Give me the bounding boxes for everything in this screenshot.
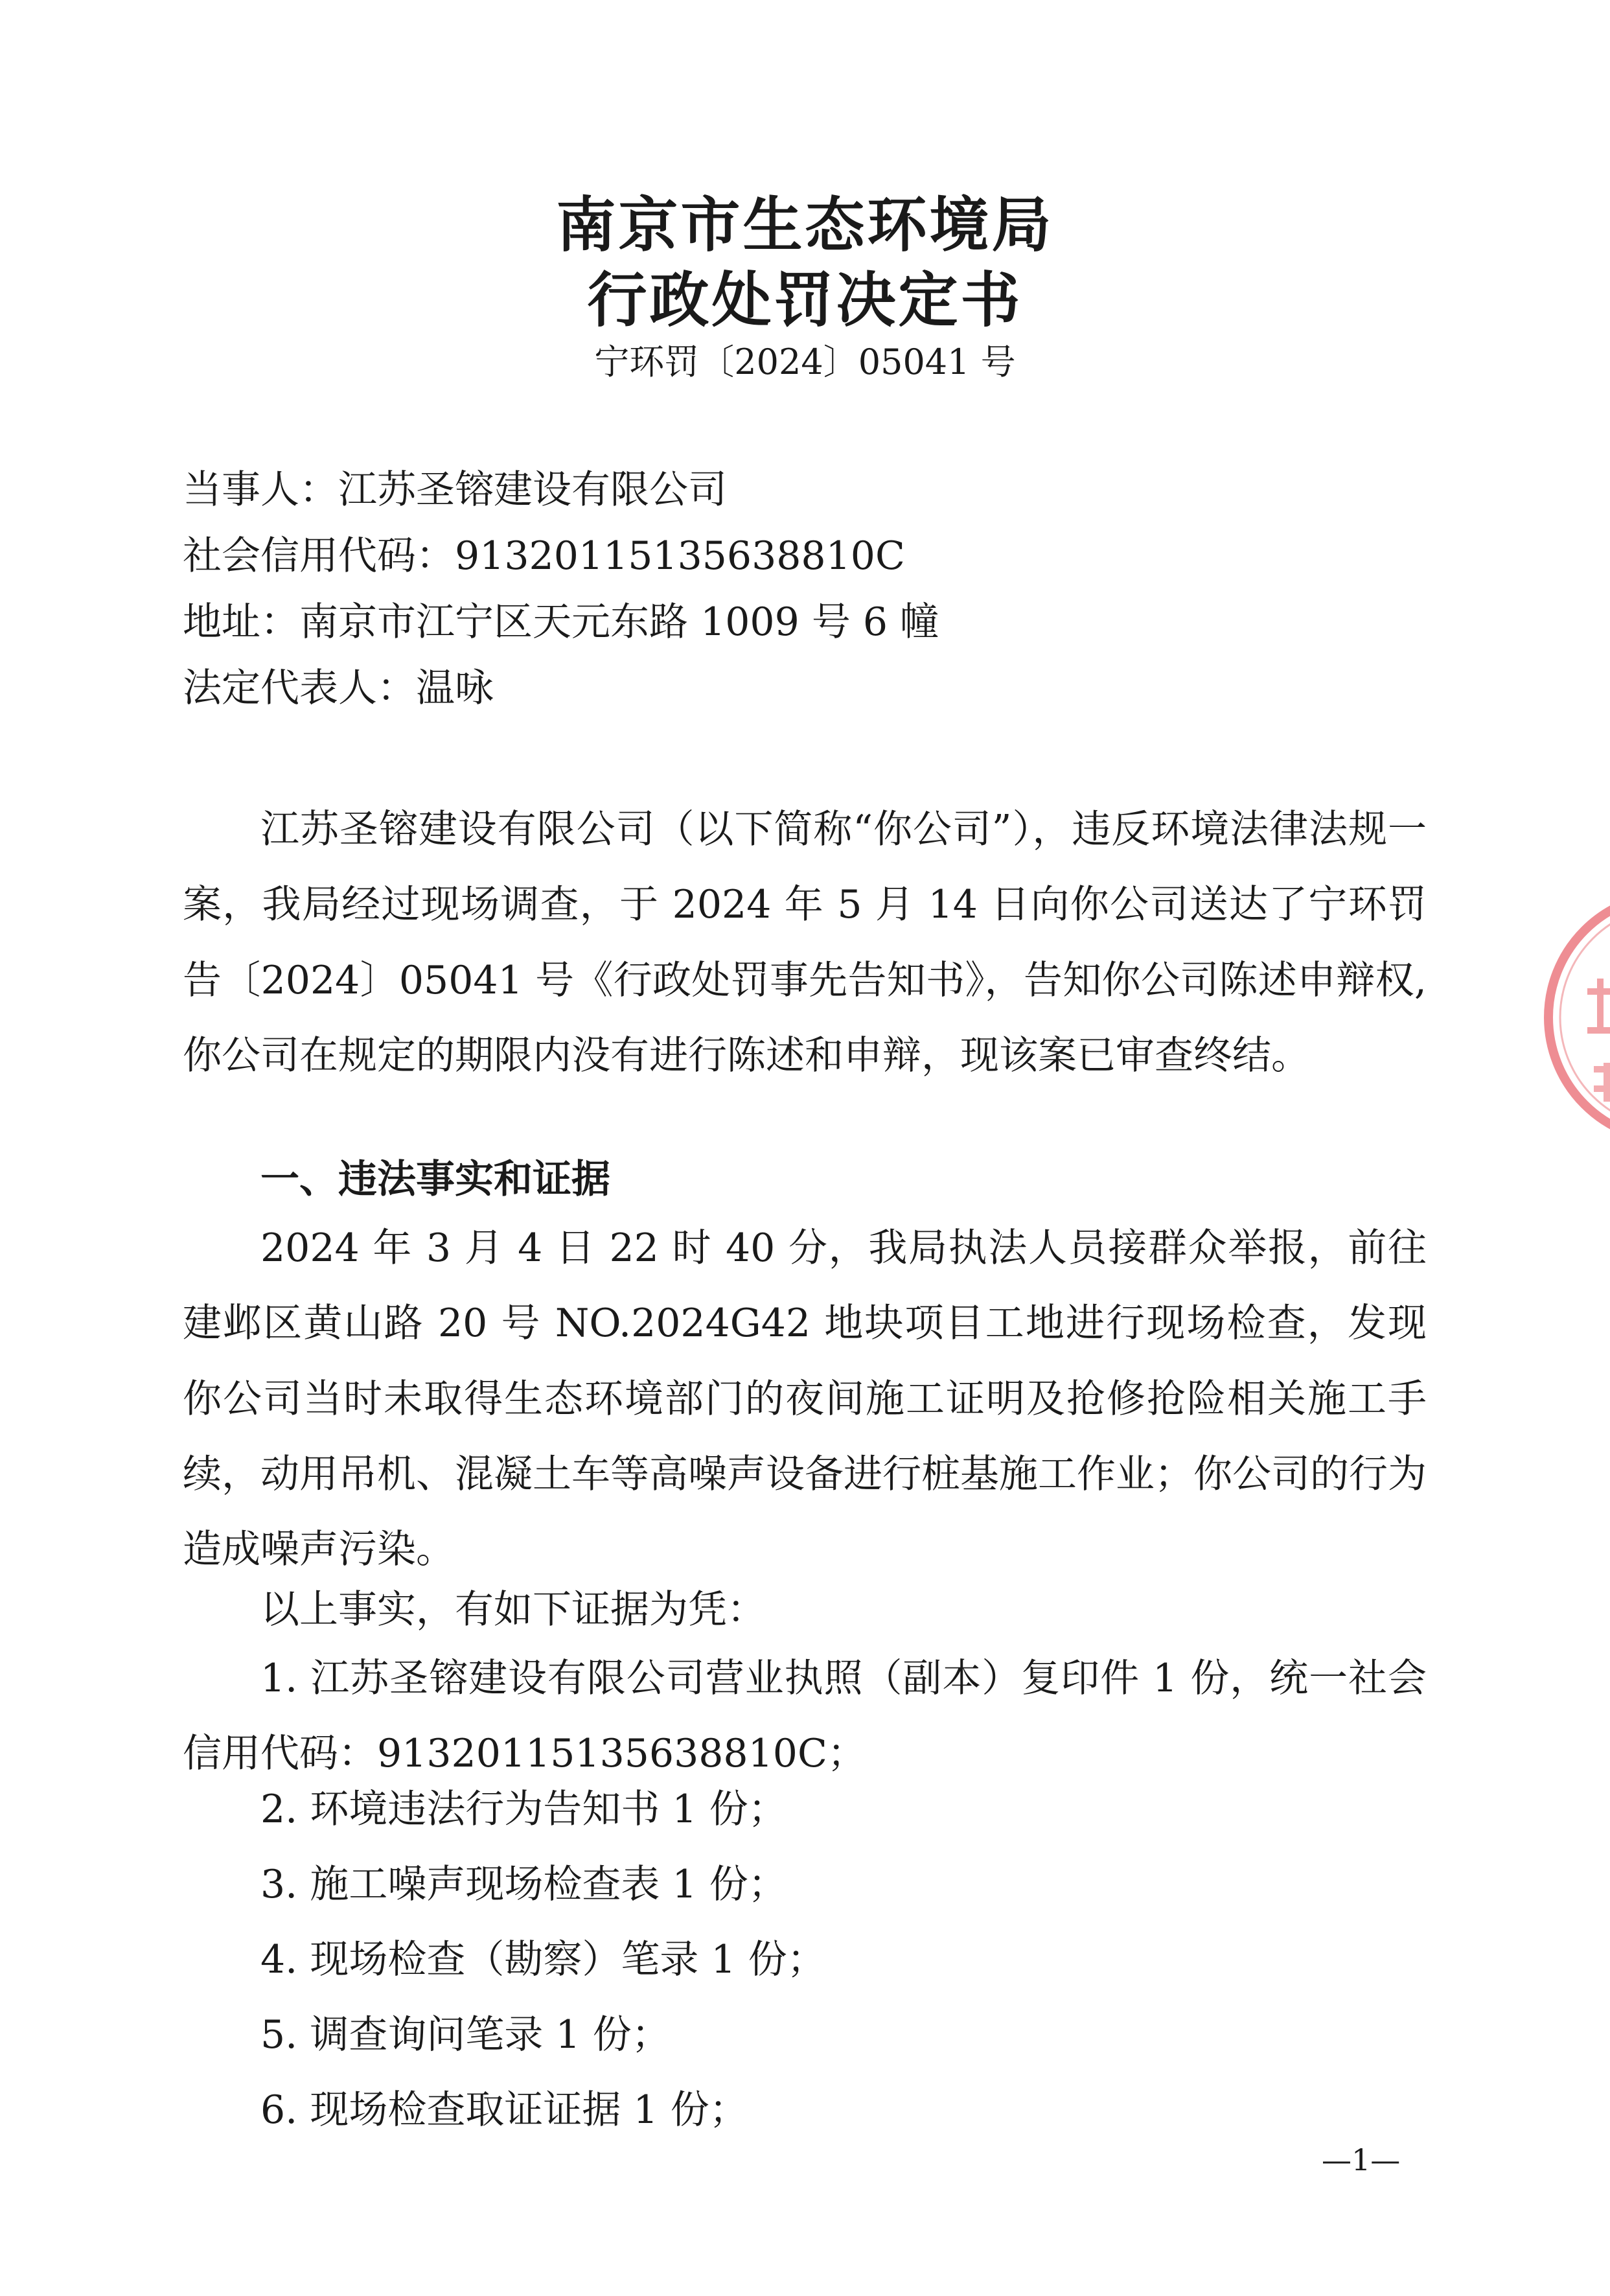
document-title-line-1 xyxy=(0,191,1610,260)
evidence-intro: 以上事实，有如下证据为凭： xyxy=(260,1587,766,1632)
evidence-item-6: 6. 现场检查取证证据 1 份； xyxy=(260,2087,748,2133)
evidence-item-1: 1. 江苏圣镕建设有限公司营业执照（副本）复印件 1 份，统一社会信用代码：91320115135638810C； xyxy=(183,1656,1427,1777)
party-credit-code: 社会信用代码：91320115135638810C xyxy=(183,533,905,579)
official-seal-stamp xyxy=(1516,881,1610,1154)
facts-paragraph: 2024 年 3 月 4 日 22 时 40 分，我局执法人员接群众举报，前往建邺区黄山路 20 号 NO.2024G42 地块项目工地进行现场检查，发现你公司当时未取得生态环境部门的夜间施工证明及抢修抢险相关施工手续，动用吊机、混凝土车等高噪声设备进行桩基施工作业；你公司的行为造成噪声污染。 xyxy=(183,1225,1427,1573)
party-name: 当事人：江苏圣镕建设有限公司 xyxy=(183,467,727,513)
document-number: 宁环罚〔2024〕05041 号 xyxy=(594,342,1016,382)
party-legal-representative: 法定代表人：温咏 xyxy=(183,666,494,711)
intro-paragraph: 江苏圣镕建设有限公司（以下简称“你公司”），违反环境法律法规一案，我局经过现场调查，于 2024 年 5 月 14 日向你公司送达了宁环罚告〔2024〕05041 号《行政处罚事先告知书》，告知你公司陈述申辩权,你公司在规定的期限内没有进行陈述和申辩，现该案已审查终结。 xyxy=(183,807,1427,1078)
agency-name: 南京市生态环境局 xyxy=(556,191,1054,260)
page-number: —1— xyxy=(1322,2142,1401,2177)
evidence-item-4: 4. 现场检查（勘察）笔录 1 份； xyxy=(260,1937,826,1982)
document-type: 行政处罚决定书 xyxy=(587,266,1023,335)
evidence-item-2: 2. 环境违法行为告知书 1 份； xyxy=(260,1787,787,1832)
party-address: 地址：南京市江宁区天元东路 1009 号 6 幢 xyxy=(183,599,939,645)
document-title-line-2 xyxy=(0,266,1610,335)
evidence-item-5: 5. 调查询问笔录 1 份； xyxy=(260,2012,671,2058)
evidence-item-3: 3. 施工噪声现场检查表 1 份； xyxy=(260,1862,787,1907)
section-heading-facts: 一、违法事实和证据 xyxy=(260,1157,610,1202)
